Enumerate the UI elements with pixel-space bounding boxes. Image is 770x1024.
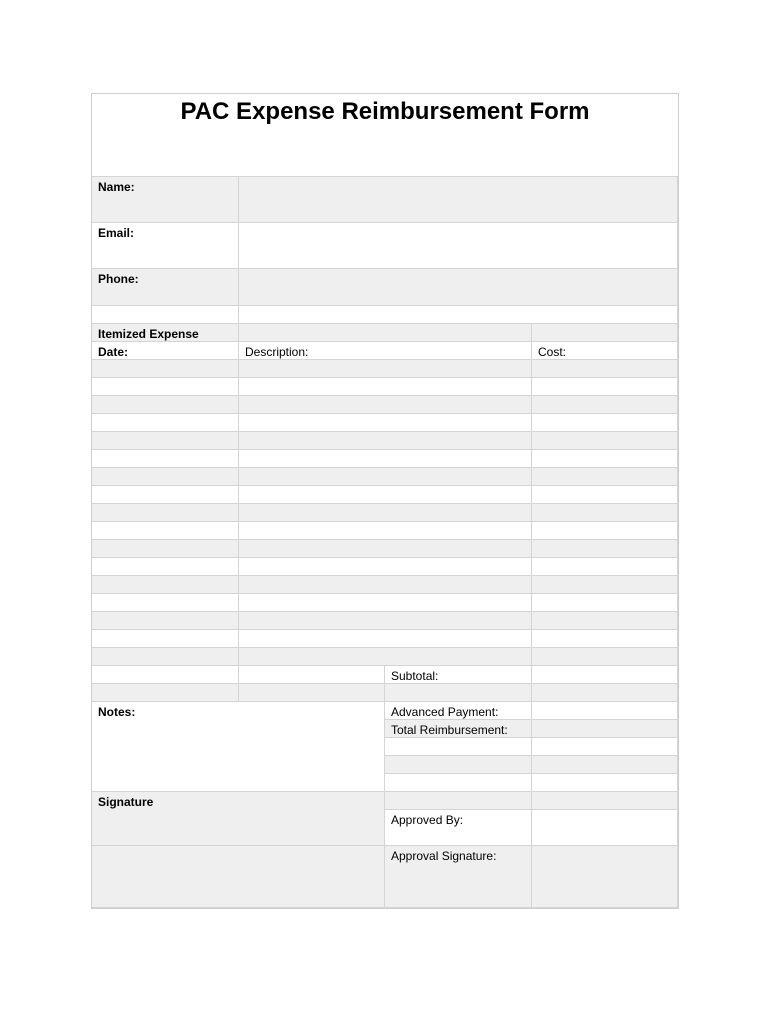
expense-cost-cell[interactable] <box>532 612 678 630</box>
expense-date-cell[interactable] <box>92 558 239 576</box>
expense-date-cell[interactable] <box>92 414 239 432</box>
expense-description-cell[interactable] <box>239 630 532 648</box>
expense-description-cell[interactable] <box>239 450 532 468</box>
expense-cost-cell[interactable] <box>532 522 678 540</box>
expense-date-cell[interactable] <box>92 612 239 630</box>
expense-description-cell[interactable] <box>239 486 532 504</box>
expense-description-cell[interactable] <box>239 504 532 522</box>
form-title: PAC Expense Reimbursement Form <box>92 94 678 177</box>
right-blank-1-value <box>532 738 678 756</box>
expense-cost-cell[interactable] <box>532 540 678 558</box>
spacer-row-label <box>92 306 239 324</box>
itemized-header-blank <box>239 324 532 342</box>
expense-description-cell[interactable] <box>239 360 532 378</box>
email-label: Email: <box>92 223 239 269</box>
expense-date-cell[interactable] <box>92 504 239 522</box>
expense-description-cell[interactable] <box>239 432 532 450</box>
expense-date-cell[interactable] <box>92 450 239 468</box>
expense-date-cell[interactable] <box>92 576 239 594</box>
expense-cost-cell[interactable] <box>532 378 678 396</box>
expense-description-cell[interactable] <box>239 378 532 396</box>
gap-row-b <box>239 684 385 702</box>
expense-date-cell[interactable] <box>92 486 239 504</box>
expense-cost-cell[interactable] <box>532 360 678 378</box>
expense-cost-cell[interactable] <box>532 594 678 612</box>
approved-by-field[interactable] <box>532 810 678 846</box>
approved-by-label: Approved By: <box>385 810 532 846</box>
subtotal-label: Subtotal: <box>385 666 532 684</box>
signature-field[interactable] <box>92 846 385 908</box>
approval-signature-field[interactable] <box>532 846 678 908</box>
expense-cost-cell[interactable] <box>532 576 678 594</box>
expense-description-cell[interactable] <box>239 396 532 414</box>
total-reimbursement-label-value[interactable] <box>532 720 678 738</box>
advanced-payment-label-value[interactable] <box>532 702 678 720</box>
expense-description-cell[interactable] <box>239 576 532 594</box>
right-blank-3-value <box>532 774 678 792</box>
signature-right-blank-value <box>532 792 678 810</box>
expense-cost-cell[interactable] <box>532 504 678 522</box>
expense-description-cell[interactable] <box>239 522 532 540</box>
expense-date-cell[interactable] <box>92 378 239 396</box>
subtotal-row-blank-a <box>92 666 239 684</box>
total-reimbursement-label: Total Reimbursement: <box>385 720 532 738</box>
description-column-header: Description: <box>239 342 532 360</box>
email-field[interactable] <box>239 223 678 269</box>
expense-cost-cell[interactable] <box>532 648 678 666</box>
gap-row-d <box>532 684 678 702</box>
right-blank-2-value <box>532 756 678 774</box>
itemized-header-blank-cost <box>532 324 678 342</box>
expense-cost-cell[interactable] <box>532 558 678 576</box>
date-column-header: Date: <box>92 342 239 360</box>
expense-cost-cell[interactable] <box>532 414 678 432</box>
expense-cost-cell[interactable] <box>532 486 678 504</box>
name-field[interactable] <box>239 177 678 223</box>
expense-description-cell[interactable] <box>239 414 532 432</box>
approval-signature-label: Approval Signature: <box>385 846 532 908</box>
expense-date-cell[interactable] <box>92 360 239 378</box>
gap-row-a <box>92 684 239 702</box>
phone-label: Phone: <box>92 269 239 306</box>
expense-description-cell[interactable] <box>239 648 532 666</box>
expense-date-cell[interactable] <box>92 522 239 540</box>
expense-date-cell[interactable] <box>92 594 239 612</box>
expense-date-cell[interactable] <box>92 396 239 414</box>
expense-date-cell[interactable] <box>92 540 239 558</box>
expense-description-cell[interactable] <box>239 540 532 558</box>
expense-date-cell[interactable] <box>92 648 239 666</box>
signature-right-blank <box>385 792 532 810</box>
expense-date-cell[interactable] <box>92 630 239 648</box>
name-label: Name: <box>92 177 239 223</box>
expense-date-cell[interactable] <box>92 432 239 450</box>
signature-label[interactable]: Signature <box>92 792 385 846</box>
subtotal-value[interactable] <box>532 666 678 684</box>
right-blank-1 <box>385 738 532 756</box>
spacer-row <box>239 306 678 324</box>
expense-description-cell[interactable] <box>239 594 532 612</box>
expense-cost-cell[interactable] <box>532 468 678 486</box>
expense-cost-cell[interactable] <box>532 450 678 468</box>
expense-description-cell[interactable] <box>239 468 532 486</box>
notes-label[interactable]: Notes: <box>92 702 385 792</box>
expense-cost-cell[interactable] <box>532 432 678 450</box>
advanced-payment-label: Advanced Payment: <box>385 702 532 720</box>
right-blank-3 <box>385 774 532 792</box>
right-blank-2 <box>385 756 532 774</box>
expense-form <box>91 93 679 909</box>
expense-cost-cell[interactable] <box>532 630 678 648</box>
phone-field[interactable] <box>239 269 678 306</box>
expense-description-cell[interactable] <box>239 612 532 630</box>
subtotal-row-blank-b <box>239 666 385 684</box>
expense-date-cell[interactable] <box>92 468 239 486</box>
itemized-expense-label: Itemized Expense <box>92 324 239 342</box>
expense-description-cell[interactable] <box>239 558 532 576</box>
expense-cost-cell[interactable] <box>532 396 678 414</box>
gap-row-c <box>385 684 532 702</box>
cost-column-header: Cost: <box>532 342 678 360</box>
